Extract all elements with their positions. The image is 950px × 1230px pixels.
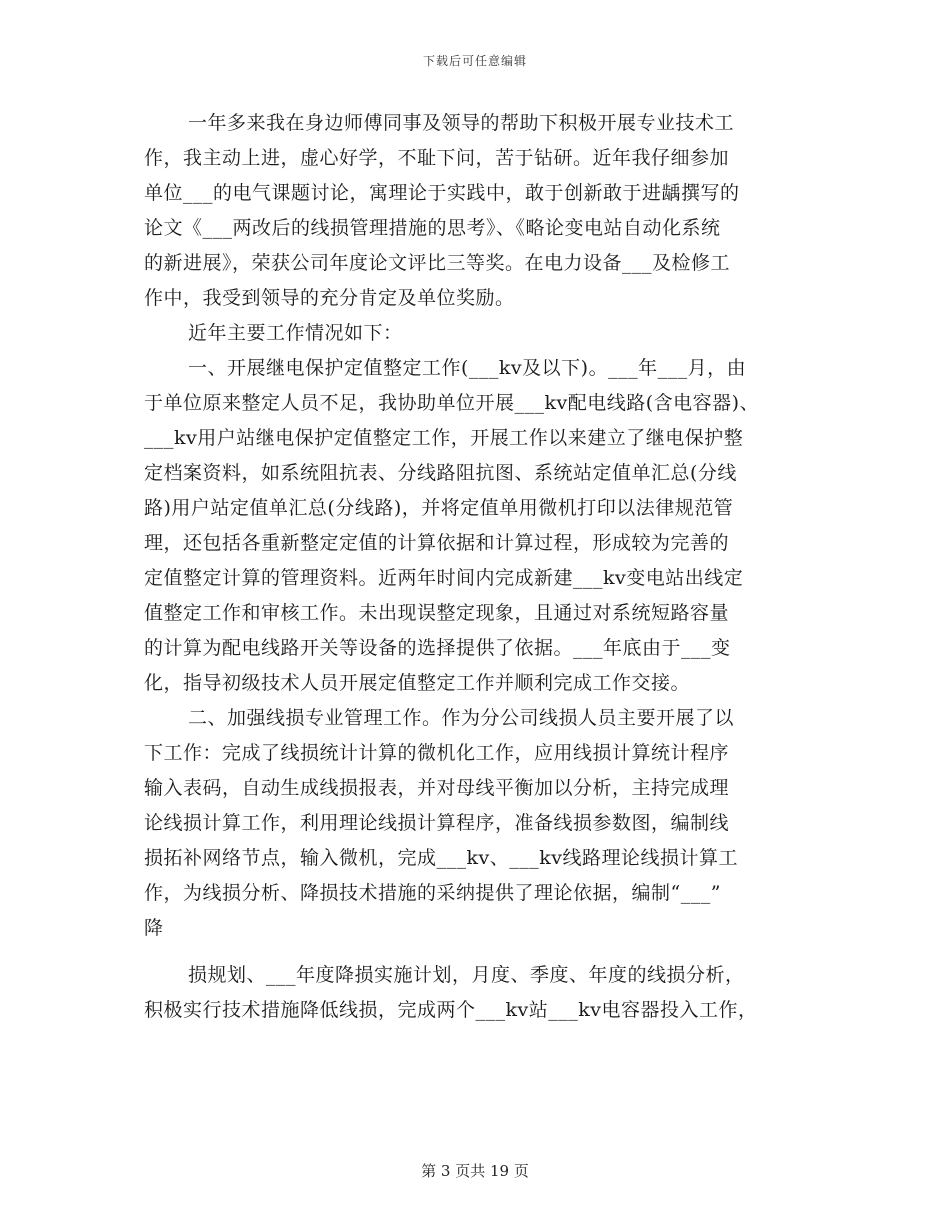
paragraph-line: 损拓补网络节点，输入微机，完成___kv、___kv线路理论线损计算工 [144, 847, 738, 869]
paragraph-line: 一年多来我在身边师傅同事及领导的帮助下积极开展专业技术工 [188, 112, 735, 134]
paragraph-line: 论文《___两改后的线损管理措施的思考》、《略论变电站自动化系统 [144, 217, 721, 239]
paragraph-line: 理，还包括各重新整定定值的计算依据和计算过程，形成较为完善的 [144, 532, 730, 554]
paragraph-line: 作中，我受到领导的充分肯定及单位奖励。 [144, 287, 515, 309]
page-number: 第 3 页共 19 页 [421, 1162, 529, 1180]
paragraph-line: 降 [144, 917, 164, 939]
paragraph-line: 作，我主动上进，虚心好学，不耻下问，苦于钻研。近年我仔细参加 [144, 147, 730, 169]
paragraph-line: 于单位原来整定人员不足，我协助单位开展___kv配电线路(含电容器)、 [144, 392, 760, 414]
paragraph-line: 路)用户站定值单汇总(分线路)，并将定值单用微机打印以法律规范管 [144, 497, 734, 519]
paragraph-line: 作，为线损分析、降损技术措施的采纳提供了理论依据，编制“___” [144, 882, 721, 904]
paragraph-line: 二、加强线损专业管理工作。作为分公司线损人员主要开展了以 [188, 707, 735, 729]
paragraph-line: 损规划、___年度降损实施计划，月度、季度、年度的线损分析， [188, 964, 745, 986]
paragraph-line: 输入表码，自动生成线损报表，并对母线平衡加以分析，主持完成理 [144, 777, 730, 799]
paragraph-line: 下工作：完成了线损统计计算的微机化工作，应用线损计算统计程序 [144, 742, 730, 764]
paragraph-line: 定值整定计算的管理资料。近两年时间内完成新建___kv变电站出线定 [144, 567, 744, 589]
page-header: 下载后可任意编辑 [422, 54, 527, 68]
paragraph-line: 的计算为配电线路开关等设备的选择提供了依据。___年底由于___变 [144, 637, 731, 659]
document-body [144, 106, 812, 1028]
paragraph-gap [144, 946, 812, 958]
paragraph-line: 论线损计算工作，利用理论线损计算程序，准备线损参数图，编制线 [144, 812, 730, 834]
paragraph-line: 值整定工作和审核工作。未出现误整定现象，且通过对系统短路容量 [144, 602, 730, 624]
paragraph-line: 单位___的电气课题讨论，寓理论于实践中，敢于创新敢于进龋撰写的 [144, 182, 740, 204]
paragraph-line: 积极实行技术措施降低线损，完成两个___kv站___kv电容器投入工作， [144, 999, 758, 1021]
paragraph-line: 的新进展》，荣获公司年度论文评比三等奖。在电力设备___及检修工 [144, 252, 731, 274]
paragraph-line: 化，指导初级技术人员开展定值整定工作并顺利完成工作交接。 [144, 672, 691, 694]
paragraph-line: 定档案资料，如系统阻抗表、分线路阻抗图、系统站定值单汇总(分线 [144, 462, 737, 484]
paragraph-line: 近年主要工作情况如下： [188, 322, 403, 344]
paragraph-line: ___kv用户站继电保护定值整定工作，开展工作以来建立了继电保护整 [144, 427, 744, 449]
paragraph-line: 一、开展继电保护定值整定工作(___kv及以下)。___年___月，由 [188, 357, 747, 379]
